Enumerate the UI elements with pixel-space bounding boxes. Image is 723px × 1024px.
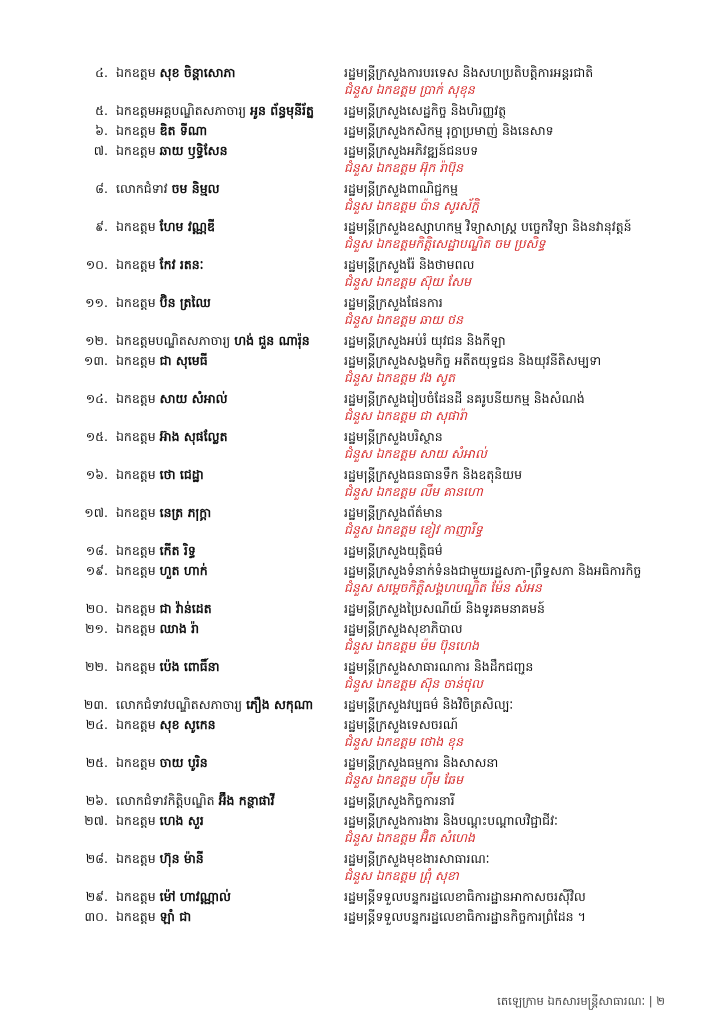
member-name xyxy=(116,600,344,617)
ministry-title: រដ្ឋមន្ត្រីក្រសួងផែនការ xyxy=(344,295,443,310)
footer-text: តេឡេក្រាម ឯកសារមន្ត្រីសាធារណៈ | ២ xyxy=(497,994,665,1008)
role-cell xyxy=(344,562,679,596)
ministry-title: រដ្ឋមន្ត្រីក្រសួងយុត្តិធម៌ xyxy=(344,543,443,558)
honorific: ឯកឧត្តម xyxy=(116,813,156,828)
replacement-note: ជំនួស ឯកឧត្តម ជា សុផារ៉ា xyxy=(344,408,468,423)
list-item xyxy=(0,102,723,119)
item-number: ១០. xyxy=(85,257,108,272)
list-item xyxy=(0,908,723,925)
member-name xyxy=(116,888,344,905)
person-name: ហង់ ជួន ណារ៉ុន xyxy=(234,333,310,348)
list-item xyxy=(0,812,723,846)
person-name: អូន ព័ន្ធមុនីរ័ត្ន xyxy=(250,103,314,118)
item-number: ១៦. xyxy=(85,467,108,482)
replacement-note: ជំនួស ឯកឧត្តម ខៀវ កាញារីទ្ធ xyxy=(344,522,483,537)
role-cell xyxy=(344,122,679,139)
list-item xyxy=(0,64,723,98)
list-item xyxy=(0,562,723,596)
person-name: ឈាង រ៉ា xyxy=(159,621,200,636)
list-item xyxy=(0,504,723,538)
member-name xyxy=(116,256,344,273)
role-cell xyxy=(344,466,679,500)
role-cell xyxy=(344,792,679,809)
member-name xyxy=(116,390,344,407)
item-number: ២៣. xyxy=(83,697,108,712)
role-cell xyxy=(344,542,679,559)
ministry-title: រដ្ឋមន្ត្រីក្រសួងធនធានទឹក និងឧតុនិយម xyxy=(344,467,523,482)
ministry-title: រដ្ឋមន្ត្រីក្រសួងអប់រំ យុវជន និងកីឡា xyxy=(344,333,506,348)
ministry-title: រដ្ឋមន្ត្រីក្រសួងសុខាភិបាល xyxy=(344,621,463,636)
list-item xyxy=(0,294,723,328)
item-number: ២៨. xyxy=(85,851,108,866)
member-name xyxy=(116,294,344,311)
list-item xyxy=(0,428,723,462)
item-number: ៩. xyxy=(95,219,108,234)
honorific: ឯកឧត្តម xyxy=(116,717,156,732)
item-number: ២៦. xyxy=(85,793,108,808)
honorific: លោកជំទាវកិត្តិបណ្ឌិត xyxy=(116,793,215,808)
item-number: ១៧. xyxy=(84,505,108,520)
member-name xyxy=(116,466,344,483)
honorific: ឯកឧត្តម xyxy=(116,909,156,924)
person-name: ភឿង សកុណា xyxy=(246,697,314,712)
role-cell xyxy=(344,850,679,884)
role-cell xyxy=(344,218,679,252)
member-name xyxy=(116,754,344,771)
person-name: ជា វ៉ាន់ដេត xyxy=(159,601,212,616)
honorific: លោកជំទាវបណ្ឌិតសភាចារ្យ xyxy=(116,697,243,712)
item-number: ៥. xyxy=(95,103,108,118)
role-cell xyxy=(344,102,679,119)
honorific: ឯកឧត្តម xyxy=(116,143,156,158)
honorific: ឯកឧត្តម xyxy=(116,543,156,558)
member-name xyxy=(116,122,344,139)
member-name xyxy=(116,696,344,713)
honorific: ឯកឧត្តម xyxy=(116,563,156,578)
replacement-note: ជំនួស ឯកឧត្តម ថោង ខុន xyxy=(344,734,464,749)
person-name: ហួត ហាក់ xyxy=(159,563,208,578)
replacement-note: ជំនួស ឯកឧត្តម ស៊ុយ សែម xyxy=(344,274,471,289)
list-item xyxy=(0,620,723,654)
replacement-note: ជំនួស សម្តេចកិត្តិសង្គហបណ្ឌិត ម៉ែន សំអន xyxy=(344,580,542,595)
honorific: ឯកឧត្តម xyxy=(116,889,156,904)
ministry-title: រដ្ឋមន្ត្រីក្រសួងឧស្សាហកម្ម វិទ្យាសាស្ត្រ បច្ចេកវិទ្យា និងនវានុវត្តន៍ xyxy=(344,219,632,234)
list-item xyxy=(0,888,723,905)
role-cell xyxy=(344,504,679,538)
member-name xyxy=(116,658,344,675)
person-name: សុខ ចិន្ដាសោភា xyxy=(159,65,236,80)
member-name xyxy=(116,562,344,579)
person-name: ឡាំ ជា xyxy=(159,909,192,924)
ministry-title: រដ្ឋមន្ត្រីក្រសួងអភិវឌ្ឍន៍ជនបទ xyxy=(344,143,479,158)
role-cell xyxy=(344,256,679,290)
honorific: ឯកឧត្តមអគ្គបណ្ឌិតសភាចារ្យ xyxy=(116,103,247,118)
item-number: ២០. xyxy=(85,601,108,616)
role-cell xyxy=(344,294,679,328)
replacement-note: ជំនួស ឯកឧត្តម លឹម គានហោ xyxy=(344,484,483,499)
person-name: ហែម វណ្ណឌី xyxy=(159,219,215,234)
member-name xyxy=(116,908,344,925)
list-item xyxy=(0,218,723,252)
honorific: ឯកឧត្តម xyxy=(116,391,156,406)
list-item xyxy=(0,256,723,290)
person-name: កើត រិទ្ធ xyxy=(159,543,196,558)
item-number: ២៩. xyxy=(85,889,108,904)
honorific: ឯកឧត្តម xyxy=(116,429,156,444)
honorific: ឯកឧត្តម xyxy=(116,65,156,80)
honorific: ឯកឧត្តម xyxy=(116,353,156,368)
honorific: ឯកឧត្តម xyxy=(116,219,156,234)
member-name xyxy=(116,850,344,867)
role-cell xyxy=(344,716,679,750)
role-cell xyxy=(344,812,679,846)
member-name xyxy=(116,428,344,445)
member-name xyxy=(116,620,344,637)
honorific: ឯកឧត្តម xyxy=(116,601,156,616)
ministry-title: រដ្ឋមន្ត្រីក្រសួងមុខងារសាធារណៈ xyxy=(344,851,490,866)
list-item xyxy=(0,850,723,884)
member-name xyxy=(116,180,344,197)
item-number: ៧. xyxy=(93,143,108,158)
item-number: ៣០. xyxy=(84,909,108,924)
replacement-note: ជំនួស ឯកឧត្តម អ៊ិត សំហេង xyxy=(344,830,475,845)
person-name: ឌិត ទីណា xyxy=(159,123,208,138)
person-name: ហ៊ុន ម៉ានី xyxy=(159,851,204,866)
honorific: ឯកឧត្តម xyxy=(116,295,156,310)
person-name: ប៊ិន ត្រឈៃ xyxy=(159,295,211,310)
role-cell xyxy=(344,64,679,98)
ministry-title: រដ្ឋមន្ត្រីក្រសួងសង្គមកិច្ច អតីតយុទ្ធជន និងយុវនីតិសម្បទា xyxy=(344,353,602,368)
item-number: ១៩. xyxy=(85,563,108,578)
person-name: ចម និម្មល xyxy=(171,181,220,196)
person-name: នេត្រ ភក្ត្រា xyxy=(159,505,212,520)
ministry-title: រដ្ឋមន្ត្រីក្រសួងសេដ្ឋកិច្ច និងហិរញ្ញវត្ថុ xyxy=(344,103,507,118)
ministry-title: រដ្ឋមន្ត្រីក្រសួងពាណិជ្ជកម្ម xyxy=(344,181,458,196)
person-name: ថោ ជេដ្ឋា xyxy=(159,467,204,482)
honorific: ឯកឧត្តម xyxy=(116,505,156,520)
replacement-note: ជំនួស ឯកឧត្តម ប៉ាន សូរស័ក្តិ xyxy=(344,198,479,213)
person-name: សាយ សំអាល់ xyxy=(159,391,228,406)
item-number: ១៣. xyxy=(83,353,108,368)
ministry-title: រដ្ឋមន្ត្រីក្រសួងបរិស្ថាន xyxy=(344,429,443,444)
role-cell xyxy=(344,180,679,214)
list-item xyxy=(0,696,723,713)
person-name: ម៉ៅ ហាវណ្ណាល់ xyxy=(159,889,231,904)
list-item xyxy=(0,466,723,500)
ministry-title: រដ្ឋមន្ត្រីទទួលបន្ទុករដ្ឋលេខាធិការដ្ឋានកិច្ចការព្រំដែន ។ xyxy=(344,909,586,924)
replacement-note: ជំនួស ឯកឧត្តម អ៊ុក រ៉ាប៊ុន xyxy=(344,160,464,175)
replacement-note: ជំនួស ឯកឧត្តម ប្រាក់ សុខុន xyxy=(344,82,475,97)
list-item xyxy=(0,390,723,424)
ministry-title: រដ្ឋមន្ត្រីក្រសួងរ៉ែ និងថាមពល xyxy=(344,257,475,272)
list-item xyxy=(0,332,723,349)
role-cell xyxy=(344,142,679,176)
page-footer xyxy=(0,994,723,1012)
role-cell xyxy=(344,352,679,386)
item-number: ២២. xyxy=(85,659,108,674)
list-item xyxy=(0,658,723,692)
item-number: ២៧. xyxy=(84,813,108,828)
list-item xyxy=(0,754,723,788)
person-name: ហេង សួរ xyxy=(159,813,204,828)
member-name xyxy=(116,504,344,521)
list-item xyxy=(0,600,723,617)
member-name xyxy=(116,142,344,159)
member-name xyxy=(116,332,344,349)
item-number: ១១. xyxy=(85,295,108,310)
person-name: កែវ រតនៈ xyxy=(159,257,204,272)
person-name: សុខ សូកេន xyxy=(159,717,216,732)
member-name xyxy=(116,102,344,119)
item-number: ២៥. xyxy=(85,755,108,770)
list-item xyxy=(0,352,723,386)
item-number: ១៨. xyxy=(85,543,108,558)
honorific: ឯកឧត្តម xyxy=(116,123,156,138)
member-name xyxy=(116,64,344,81)
person-name: អ៊ាង សុផល្លែត xyxy=(159,429,228,444)
ministry-title: រដ្ឋមន្ត្រីក្រសួងប្រៃសណីយ៍ និងទូរគមនាគមន៍ xyxy=(344,601,545,616)
replacement-note: ជំនួស ឯកឧត្តម សាយ សំអាល់ xyxy=(344,446,487,461)
member-name xyxy=(116,218,344,235)
ministry-title: រដ្ឋមន្ត្រីក្រសួងវប្បធម៌ និងវិចិត្រសិល្បៈ xyxy=(344,697,514,712)
role-cell xyxy=(344,908,679,925)
person-name: អ៊ឹង កន្ថាផាវី xyxy=(218,793,275,808)
honorific: លោកជំទាវ xyxy=(116,181,168,196)
person-name: ឆាយ ឫទ្ធិសែន xyxy=(159,143,228,158)
replacement-note: ជំនួស ឯកឧត្តម ព្រុំ សុខា xyxy=(344,868,459,883)
ministry-title: រដ្ឋមន្ត្រីក្រសួងព័ត៌មាន xyxy=(344,505,443,520)
replacement-note: ជំនួស ឯកឧត្តម ហ៊ឹម ឆែម xyxy=(344,772,464,787)
role-cell xyxy=(344,888,679,905)
item-number: ២១. xyxy=(85,621,108,636)
honorific: ឯកឧត្តម xyxy=(116,851,156,866)
ministry-title: រដ្ឋមន្ត្រីក្រសួងកិច្ចការនារី xyxy=(344,793,455,808)
replacement-note: ជំនួស ឯកឧត្តម ស៊ុន ចាន់ថុល xyxy=(344,676,483,691)
ministry-title: រដ្ឋមន្ត្រីក្រសួងទេសចរណ៍ xyxy=(344,717,458,732)
replacement-note: ជំនួស ឯកឧត្តម វង សូត xyxy=(344,370,456,385)
role-cell xyxy=(344,658,679,692)
item-number: ៦. xyxy=(95,123,108,138)
ministry-title: រដ្ឋមន្ត្រីក្រសួងរៀបចំដែនដី នគរូបនីយកម្ម និងសំណង់ xyxy=(344,391,585,406)
replacement-note: ជំនួស ឯកឧត្តមកិត្តិសេដ្ឋាបណ្ឌិត ចម ប្រសិទ្ធ xyxy=(344,236,546,251)
member-name xyxy=(116,812,344,829)
role-cell xyxy=(344,620,679,654)
ministry-title: រដ្ឋមន្ត្រីក្រសួងកសិកម្ម រុក្ខាប្រមាញ់ និងនេសាទ xyxy=(344,123,554,138)
list-item xyxy=(0,542,723,559)
replacement-note: ជំនួស ឯកឧត្តម ម៉ម ប៊ុនហេង xyxy=(344,638,479,653)
role-cell xyxy=(344,600,679,617)
role-cell xyxy=(344,390,679,424)
honorific: ឯកឧត្តមបណ្ឌិតសភាចារ្យ xyxy=(116,333,231,348)
role-cell xyxy=(344,428,679,462)
list-item xyxy=(0,122,723,139)
ministry-title: រដ្ឋមន្ត្រីក្រសួងសាធារណការ និងដឹកជញ្ជូន xyxy=(344,659,534,674)
person-name: ចាយ បូរិន xyxy=(159,755,208,770)
person-name: ប៉េង ពោធិ៍នា xyxy=(159,659,220,674)
ministry-title: រដ្ឋមន្ត្រីក្រសួងការងារ និងបណ្តុះបណ្តាលវិជ្ជាជីវៈ xyxy=(344,813,558,828)
ministry-title: រដ្ឋមន្ត្រីក្រសួងធម្មការ និងសាសនា xyxy=(344,755,499,770)
replacement-note: ជំនួស ឯកឧត្តម ឆាយ ថន xyxy=(344,312,464,327)
item-number: ១៥. xyxy=(85,429,108,444)
honorific: ឯកឧត្តម xyxy=(116,621,156,636)
item-number: ៤. xyxy=(95,65,108,80)
list-item xyxy=(0,792,723,809)
item-number: ១២. xyxy=(85,333,108,348)
ministry-title: រដ្ឋមន្ត្រីទទួលបន្ទុករដ្ឋលេខាធិការដ្ឋានអាកាសចរស៊ីវិល xyxy=(344,889,586,904)
item-number: ១៤. xyxy=(85,391,108,406)
member-name xyxy=(116,352,344,369)
honorific: ឯកឧត្តម xyxy=(116,659,156,674)
person-name: ជា សុមេធី xyxy=(159,353,208,368)
list-item xyxy=(0,180,723,214)
list-item xyxy=(0,716,723,750)
minister-list xyxy=(0,64,723,928)
item-number: ៨. xyxy=(95,181,108,196)
role-cell xyxy=(344,696,679,713)
item-number: ២៤. xyxy=(85,717,108,732)
role-cell xyxy=(344,332,679,349)
role-cell xyxy=(344,754,679,788)
honorific: ឯកឧត្តម xyxy=(116,755,156,770)
member-name xyxy=(116,792,344,809)
honorific: ឯកឧត្តម xyxy=(116,467,156,482)
honorific: ឯកឧត្តម xyxy=(116,257,156,272)
member-name xyxy=(116,716,344,733)
list-item xyxy=(0,142,723,176)
ministry-title: រដ្ឋមន្ត្រីក្រសួងទំនាក់ទំនងជាមួយរដ្ឋសភា-ព្រឹទ្ធសភា និងអធិការកិច្ច xyxy=(344,563,642,578)
ministry-title: រដ្ឋមន្ត្រីក្រសួងការបរទេស និងសហប្រតិបត្តិការអន្តរជាតិ xyxy=(344,65,594,80)
member-name xyxy=(116,542,344,559)
